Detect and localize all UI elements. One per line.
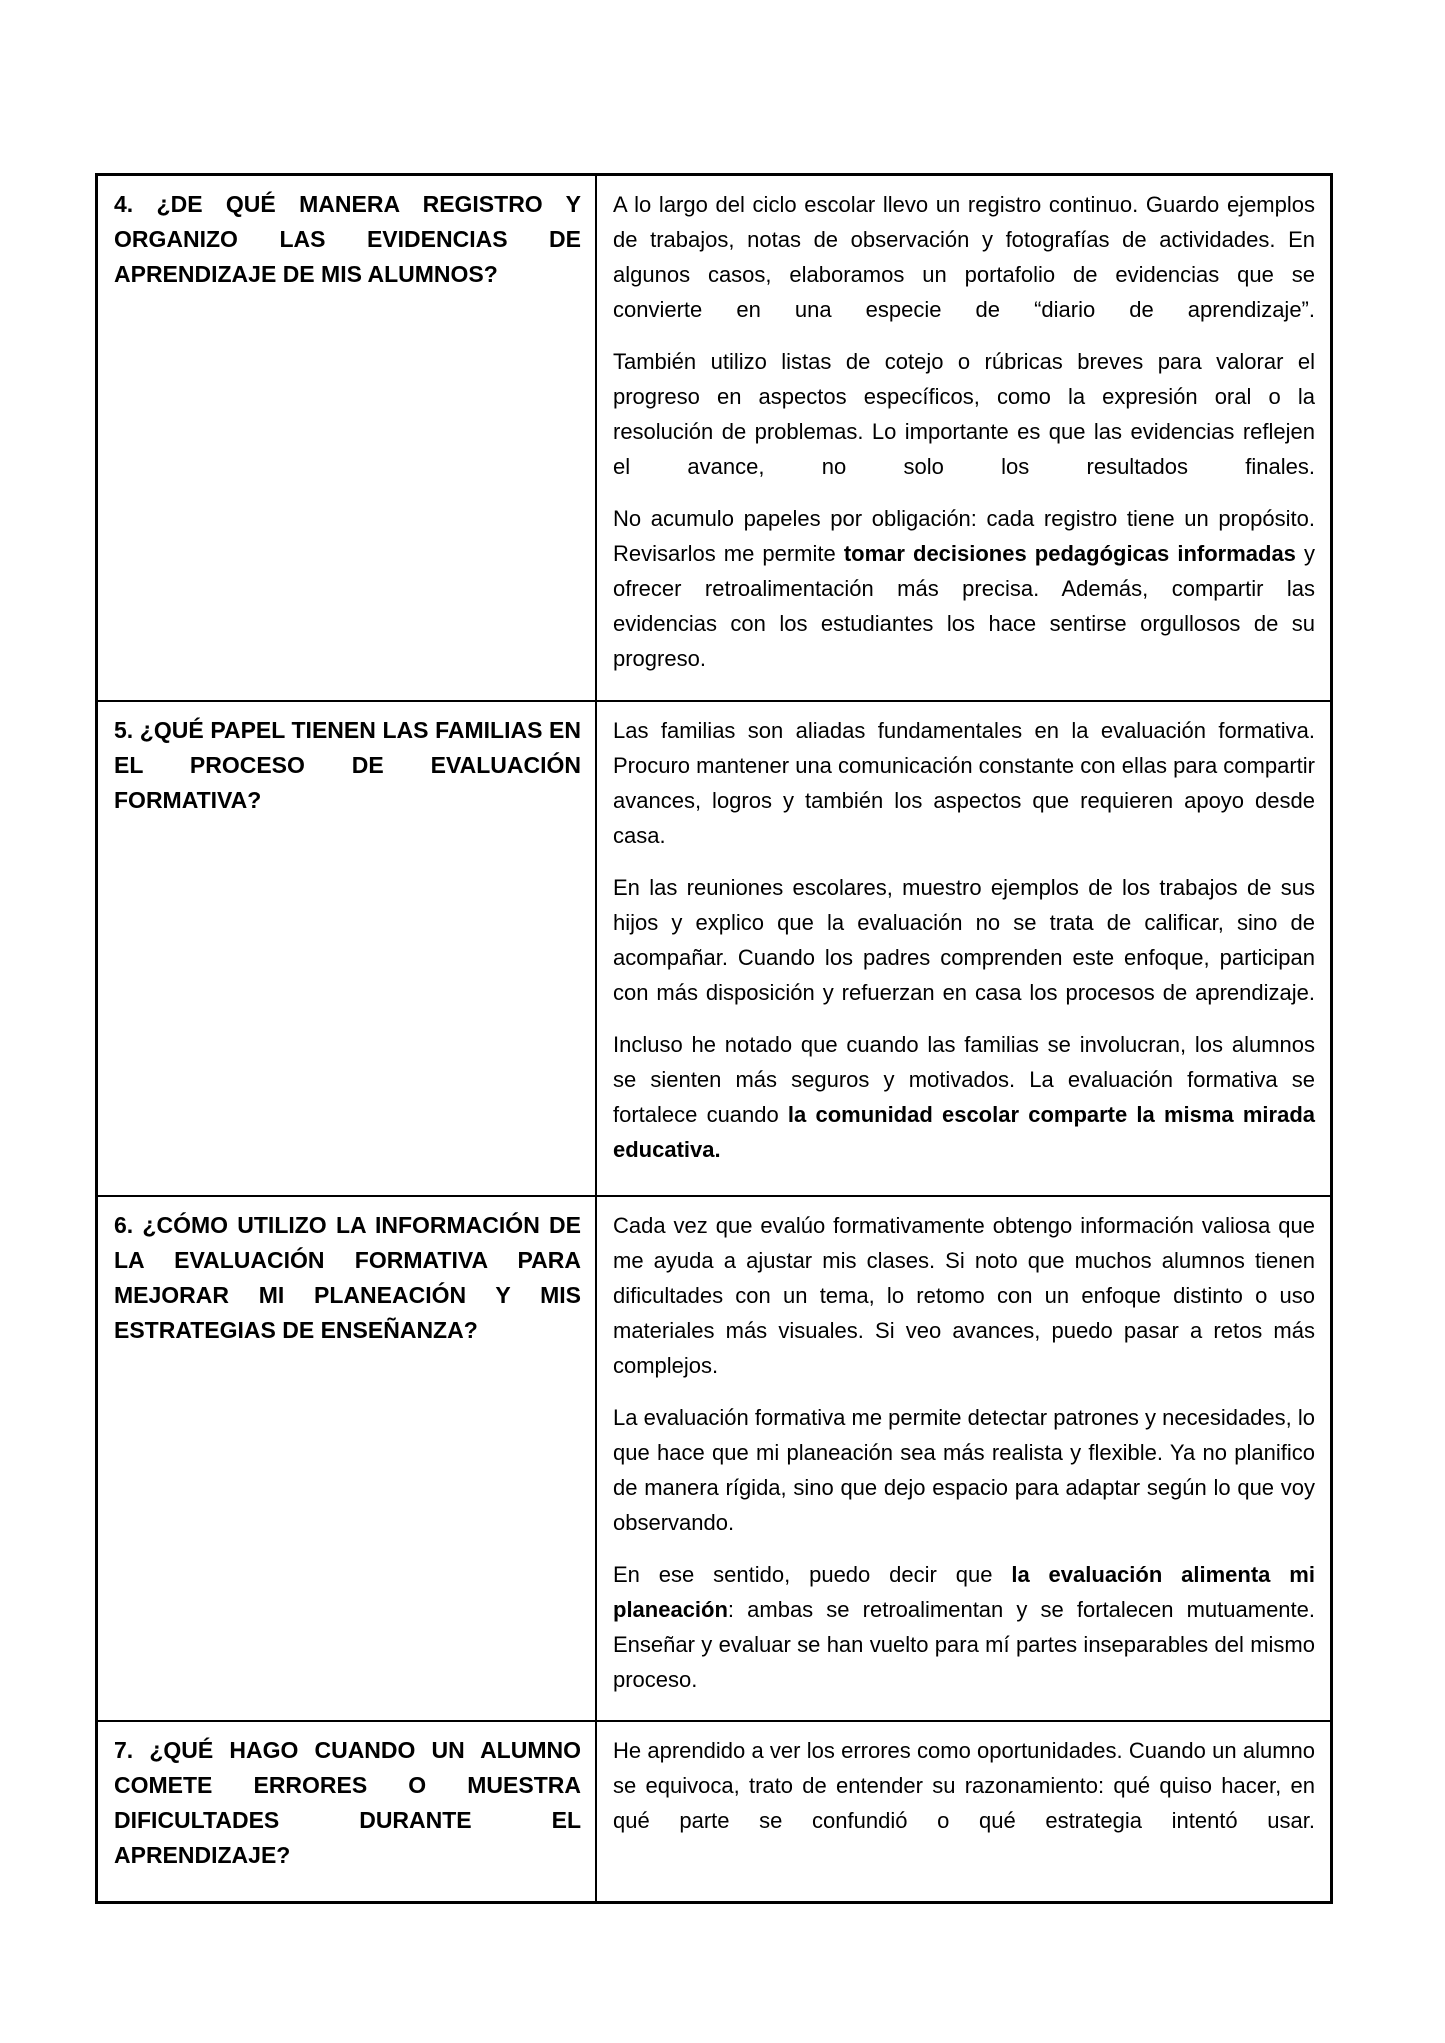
question-text: 6. ¿CÓMO UTILIZO LA INFORMACIÓN DE LA EVALUACIÓN FORMATIVA PARA MEJORAR MI PLANEACIÓN Y MIS ESTRATEGIAS DE ENSEÑANZA? xyxy=(114,1212,581,1343)
text-run: También utilizo listas de cotejo o rúbricas breves para valorar el progreso en aspectos específicos, como la expresión oral o la resolución de problemas. Lo importante es que las evidencias reflejen el avance, no solo los resultados finales. xyxy=(613,349,1315,479)
answer-paragraph xyxy=(613,501,1315,676)
answer-paragraph xyxy=(613,1027,1315,1167)
question-cell xyxy=(97,175,597,702)
answer-paragraph xyxy=(613,870,1315,1010)
answer-paragraph xyxy=(613,187,1315,327)
table-row xyxy=(97,1196,1332,1721)
qa-table xyxy=(95,173,1333,1904)
text-run: No acumulo papeles por obligación: cada registro tiene un propósito. Revisarlos me permite xyxy=(613,506,1315,566)
answer-paragraph xyxy=(613,713,1315,853)
text-run: En ese sentido, puedo decir que xyxy=(613,1562,1012,1587)
text-run: En las reuniones escolares, muestro ejemplos de los trabajos de sus hijos y explico que la evaluación no se trata de calificar, sino de acompañar. Cuando los padres comprenden este enfoque, participan con más disposición y refuerzan en casa los procesos de aprendizaje. xyxy=(613,875,1315,1005)
answer-paragraph xyxy=(613,1557,1315,1697)
answer-paragraph xyxy=(613,344,1315,484)
bold-run: tomar decisiones pedagógicas informadas xyxy=(843,541,1296,566)
table-row xyxy=(97,1721,1332,1903)
text-run: A lo largo del ciclo escolar llevo un registro continuo. Guardo ejemplos de trabajos, notas de observación y fotografías de actividades. En algunos casos, elaboramos un portafolio de evidencias que se convierte en una especie de “diario de aprendizaje”. xyxy=(613,192,1315,322)
question-cell xyxy=(97,1196,597,1721)
text-run: Las familias son aliadas fundamentales en la evaluación formativa. Procuro mantener una comunicación constante con ellas para compartir avances, logros y también los aspectos que requieren apoyo desde casa. xyxy=(613,718,1315,848)
question-text: 7. ¿QUÉ HAGO CUANDO UN ALUMNO COMETE ERRORES O MUESTRA DIFICULTADES DURANTE EL APRENDIZAJE? xyxy=(114,1737,581,1868)
answer-paragraph xyxy=(613,1400,1315,1540)
text-run: He aprendido a ver los errores como oportunidades. Cuando un alumno se equivoca, trato de entender su razonamiento: qué quiso hacer, en qué parte se confundió o qué estrategia intentó usar. xyxy=(613,1738,1315,1833)
text-run: La evaluación formativa me permite detectar patrones y necesidades, lo que hace que mi planeación sea más realista y flexible. Ya no planifico de manera rígida, sino que dejo espacio para adaptar según lo que voy observando. xyxy=(613,1405,1315,1535)
answer-cell xyxy=(596,701,1332,1196)
answer-paragraph xyxy=(613,1733,1315,1838)
table-row xyxy=(97,175,1332,702)
answer-cell xyxy=(596,1196,1332,1721)
answer-cell xyxy=(596,175,1332,702)
text-run: Cada vez que evalúo formativamente obtengo información valiosa que me ayuda a ajustar mis clases. Si noto que muchos alumnos tienen dificultades con un tema, lo retomo con un enfoque distinto o uso materiales más visuales. Si veo avances, puedo pasar a retos más complejos. xyxy=(613,1213,1315,1378)
bold-run: la evaluación alimenta mi planeación xyxy=(613,1562,1315,1622)
question-text: 5. ¿QUÉ PAPEL TIENEN LAS FAMILIAS EN EL PROCESO DE EVALUACIÓN FORMATIVA? xyxy=(114,717,581,813)
text-run: : ambas se retroalimentan y se fortalecen mutuamente. Enseñar y evaluar se han vuelto para mí partes inseparables del mismo proceso. xyxy=(613,1597,1315,1692)
question-cell xyxy=(97,1721,597,1903)
question-cell xyxy=(97,701,597,1196)
text-run: Incluso he notado que cuando las familias se involucran, los alumnos se sienten más seguros y motivados. La evaluación formativa se fortalece cuando xyxy=(613,1032,1315,1127)
answer-cell xyxy=(596,1721,1332,1903)
bold-run: la comunidad escolar comparte la misma mirada educativa. xyxy=(613,1102,1315,1162)
table-row xyxy=(97,701,1332,1196)
answer-paragraph xyxy=(613,1208,1315,1383)
question-text: 4. ¿DE QUÉ MANERA REGISTRO Y ORGANIZO LAS EVIDENCIAS DE APRENDIZAJE DE MIS ALUMNOS? xyxy=(114,191,581,287)
qa-table-body xyxy=(97,175,1332,1903)
text-run: y ofrecer retroalimentación más precisa. Además, compartir las evidencias con los estudiantes los hace sentirse orgullosos de su progreso. xyxy=(613,541,1315,671)
